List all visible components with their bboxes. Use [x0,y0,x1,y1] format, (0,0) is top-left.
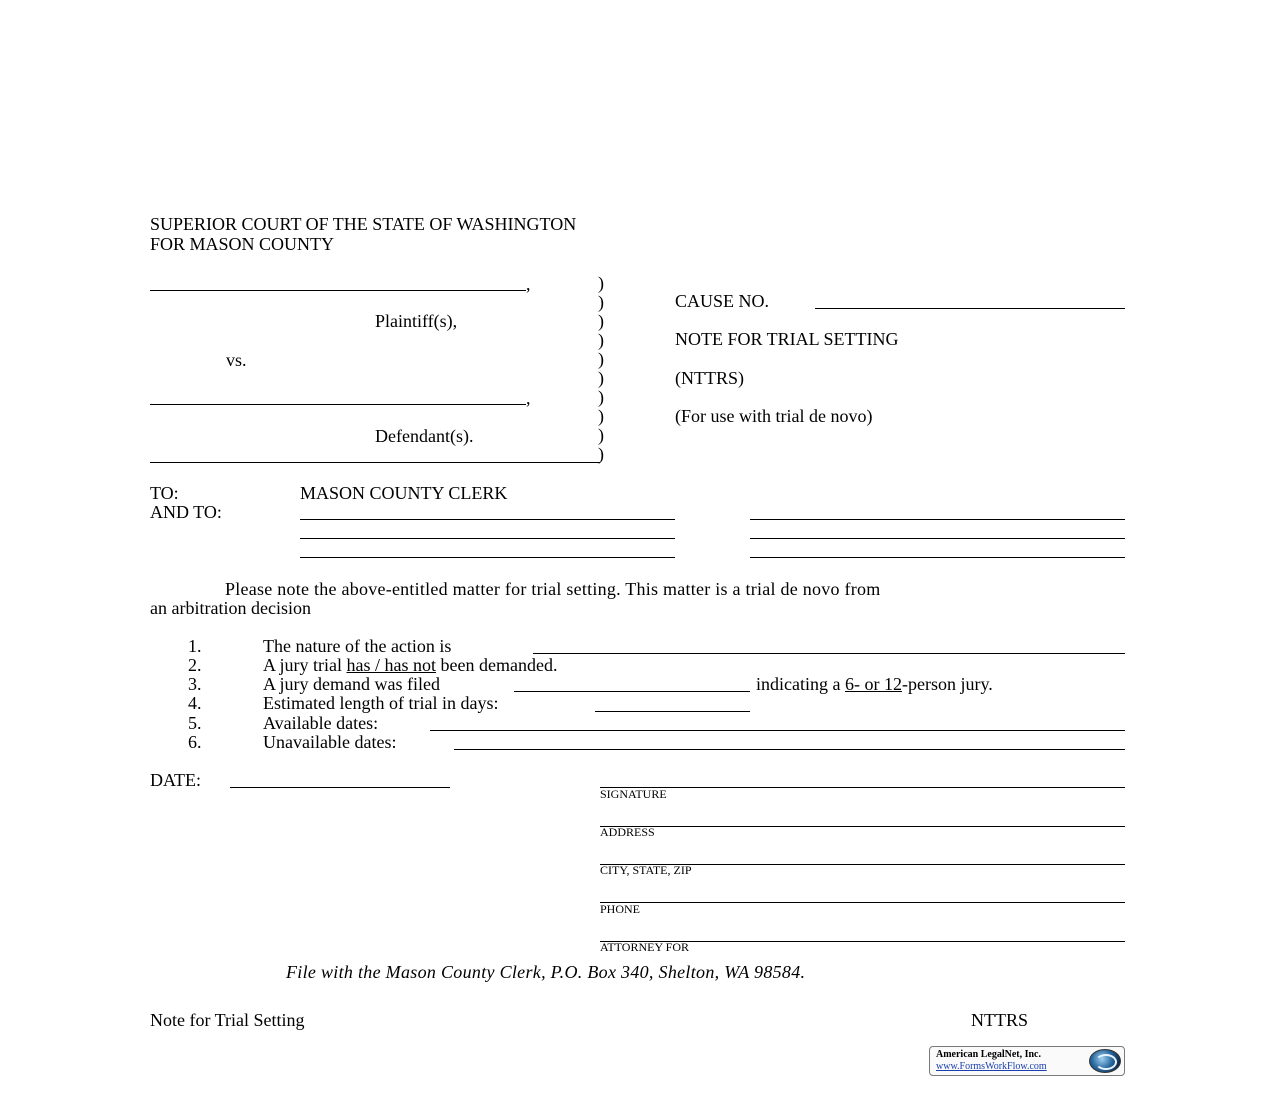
item-trial-length: Estimated length of trial in days: [263,693,499,713]
to-label: TO: [150,483,179,503]
trial-length-line[interactable] [595,711,750,712]
footer-form-name: Note for Trial Setting [150,1010,305,1030]
form-code: (NTTRS) [675,368,744,388]
logo-company-name: American LegalNet, Inc. [936,1049,1041,1060]
plaintiff-comma: , [526,274,531,294]
item-number: 1. [188,636,202,656]
available-dates-line[interactable] [430,730,1125,731]
caption-paren: ) [598,349,604,369]
vs-label: vs. [226,350,247,370]
globe-icon [1089,1049,1121,1073]
and-to-line[interactable] [750,519,1125,520]
phone-line[interactable] [600,902,1125,903]
item-number: 2. [188,655,202,675]
form-subtitle: (For use with trial de novo) [675,406,873,426]
address-label: ADDRESS [600,825,655,839]
and-to-label: AND TO: [150,502,222,522]
attorney-for-label: ATTORNEY FOR [600,940,690,954]
caption-bottom-rule [150,462,600,463]
jury-size-text: indicating a [756,674,845,694]
intro-paragraph-line1: Please note the above-entitled matter for trial setting. This matter is a trial de novo from [225,579,881,599]
publisher-logo[interactable] [929,1046,1125,1076]
phone-label: PHONE [600,902,641,916]
item-nature-of-action: The nature of the action is [263,636,452,656]
address-line[interactable] [600,826,1125,827]
plaintiff-name-line[interactable] [150,290,526,291]
jury-size-text-end: -person jury. [901,674,993,694]
caption-paren: ) [598,406,604,426]
unavailable-dates-line[interactable] [454,749,1125,750]
and-to-line[interactable] [300,538,675,539]
item-jury-size [756,674,993,694]
caption-paren: ) [598,273,604,293]
jury-demand-date-line[interactable] [514,691,750,692]
caption-paren: ) [598,311,604,331]
date-label: DATE: [150,770,201,790]
form-title: NOTE FOR TRIAL SETTING [675,329,899,349]
nature-of-action-line[interactable] [533,653,1125,654]
plaintiff-label: Plaintiff(s), [375,311,458,331]
item-number: 4. [188,693,202,713]
logo-url-link[interactable]: www.FormsWorkFlow.com [936,1061,1047,1072]
caption-paren: ) [598,330,604,350]
court-name: SUPERIOR COURT OF THE STATE OF WASHINGTON [150,214,577,234]
and-to-line[interactable] [750,557,1125,558]
and-to-line[interactable] [750,538,1125,539]
item-jury-demand: A jury demand was filed [263,674,440,694]
to-value: MASON COUNTY CLERK [300,483,508,503]
intro-paragraph-line2: an arbitration decision [150,598,311,618]
filing-note: File with the Mason County Clerk, P.O. Box 340, Shelton, WA 98584. [286,962,806,982]
court-county: FOR MASON COUNTY [150,234,335,254]
item-jury-trial [263,655,557,675]
signature-line[interactable] [600,787,1125,788]
item-unavailable-dates: Unavailable dates: [263,732,397,752]
jury-size-choice[interactable]: 6- or 12 [844,674,902,694]
defendant-comma: , [526,388,531,408]
item-number: 6. [188,732,202,752]
footer-form-code: NTTRS [971,1010,1029,1030]
caption-paren: ) [598,368,604,388]
and-to-line[interactable] [300,557,675,558]
caption-paren: ) [598,387,604,407]
cause-no-line[interactable] [815,308,1125,309]
defendant-name-line[interactable] [150,404,526,405]
caption-paren: ) [598,425,604,445]
caption-paren: ) [598,444,604,464]
has-has-not-choice[interactable]: has / has not [346,655,436,675]
jury-trial-text: A jury trial [263,655,347,675]
signature-label: SIGNATURE [600,787,667,801]
jury-trial-text-end: been demanded. [436,655,558,675]
cause-no-label: CAUSE NO. [675,291,770,311]
defendant-label: Defendant(s). [375,426,474,446]
item-number: 3. [188,674,202,694]
date-line[interactable] [230,787,450,788]
item-available-dates: Available dates: [263,713,379,733]
caption-paren: ) [598,292,604,312]
and-to-line[interactable] [300,519,675,520]
city-state-zip-label: CITY, STATE, ZIP [600,863,692,877]
item-number: 5. [188,713,202,733]
